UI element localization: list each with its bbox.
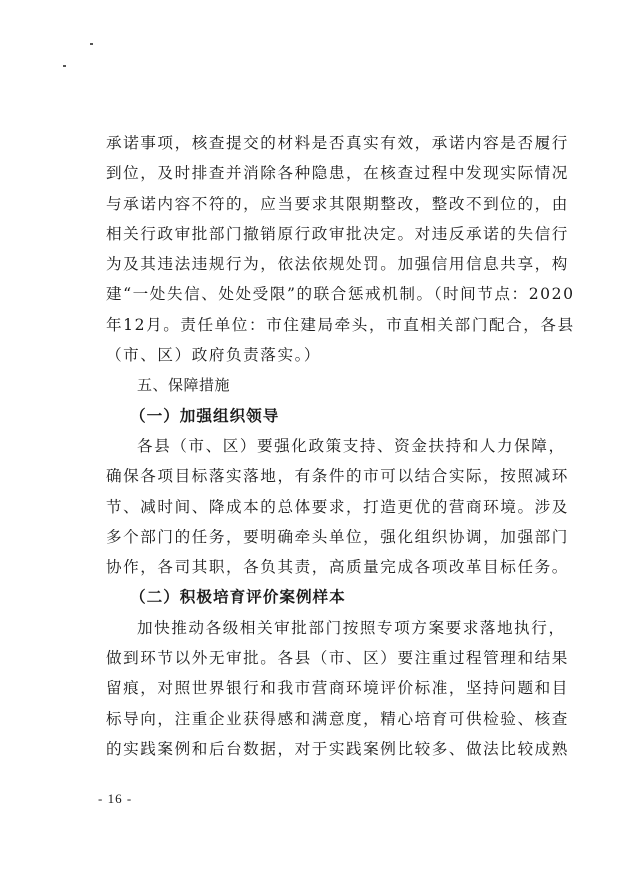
body-line: 协作，各司其职，各负其责，高质量完成各项改革目标任务。	[106, 558, 569, 577]
page-number: - 16 -	[98, 791, 133, 806]
section-heading: 五、保障措施	[137, 376, 231, 395]
body-line: 到位，及时排查并消除各种隐患，在核查过程中发现实际情况	[106, 164, 569, 183]
body-line: （市、区）政府负责落实。）	[106, 346, 322, 365]
body-line: 承诺事项，核查提交的材料是否真实有效，承诺内容是否履行	[106, 134, 569, 152]
document-body	[106, 128, 575, 764]
body-line: 建“一处失信、处处受限”的联合惩戒机制。（时间节点：2020	[106, 285, 575, 304]
body-line: 各县（市、区）要强化政策支持、资金扶持和人力保障，	[137, 436, 566, 455]
body-line: 多个部门的任务，要明确牵头单位，强化组织协调，加强部门	[106, 527, 569, 546]
scan-artifact	[63, 65, 66, 67]
body-line: 做到环节以外无审批。各县（市、区）要注重过程管理和结果	[106, 649, 569, 668]
body-line: 确保各项目标落实落地，有条件的市可以结合实际，按照减环	[106, 467, 569, 486]
body-line: 为及其违法违规行为，依法依规处罚。加强信用信息共享，构	[106, 255, 569, 274]
body-line: 节、减时间、降成本的总体要求，打造更优的营商环境。涉及	[106, 497, 569, 516]
body-line: 留痕，对照世界银行和我市营商环境评价标准，坚持问题和目	[106, 679, 569, 698]
subsection-title: （二）积极培育评价案例样本	[130, 587, 346, 607]
body-line: 的实践案例和后台数据，对于实践案例比较多、做法比较成熟	[106, 739, 569, 758]
body-line: 相关行政审批部门撤销原行政审批决定。对违反承诺的失信行	[106, 224, 569, 243]
body-line: 标导向，注重企业获得感和满意度，精心培育可供检验、核查	[106, 709, 569, 728]
body-line: 年12月。责任单位：市住建局牵头，市直相关部门配合，各县	[106, 315, 575, 334]
body-line: 加快推动各级相关审批部门按照专项方案要求落地执行，	[137, 618, 566, 637]
body-line: 与承诺内容不符的，应当要求其限期整改，整改不到位的，由	[106, 194, 569, 213]
scan-artifact	[90, 43, 93, 45]
subsection-title: （一）加强组织领导	[130, 405, 280, 425]
